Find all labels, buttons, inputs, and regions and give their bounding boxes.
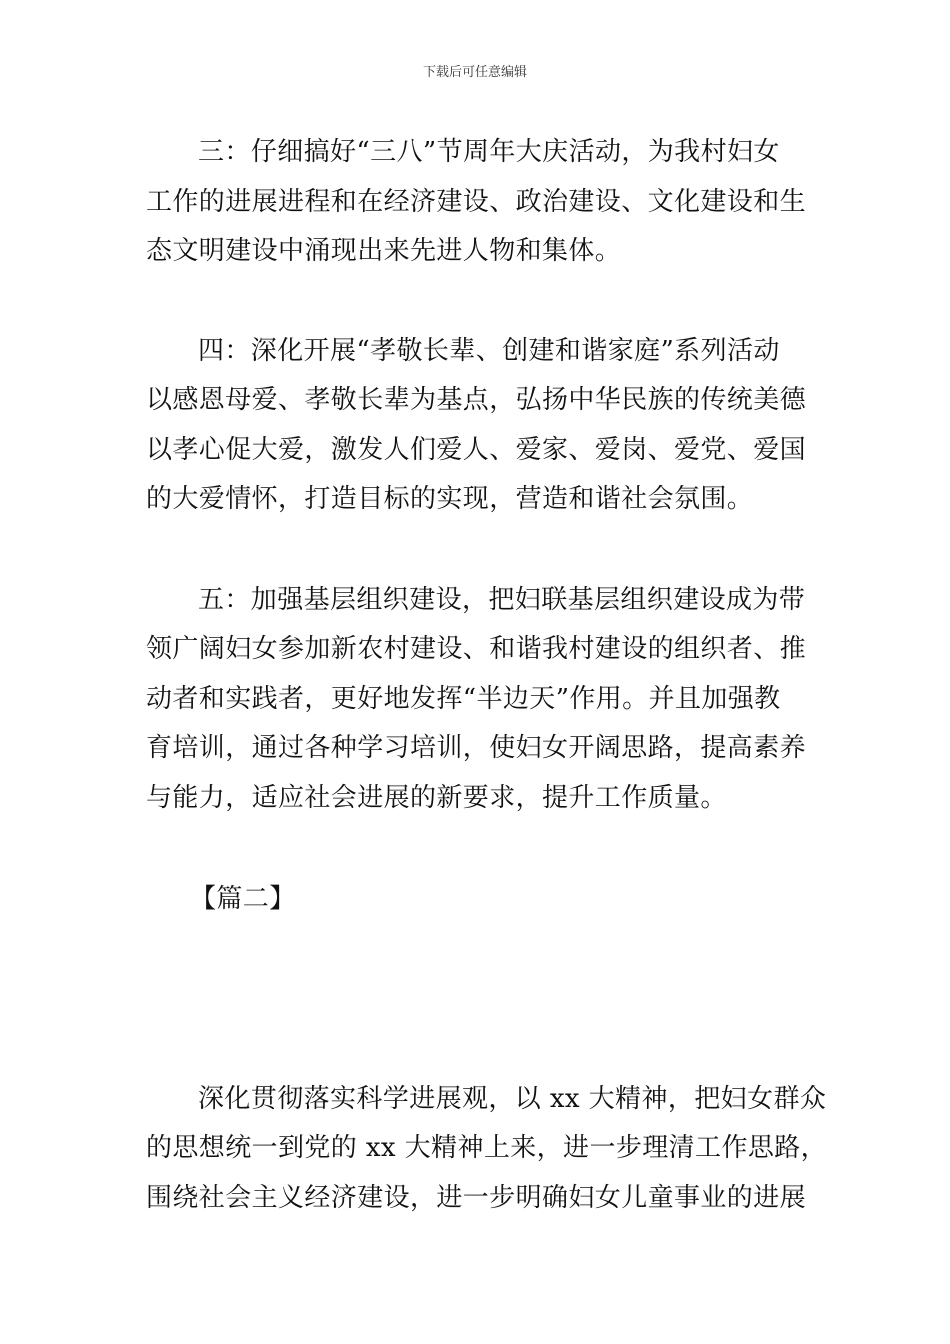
paragraph-spacer	[146, 525, 806, 576]
paragraph-line: 深化贯彻落实科学进展观，以 xx 大精神，把妇女群众	[198, 1083, 827, 1114]
paragraph-line: 与能力，适应社会进展的新要求，提升工作质量。	[146, 782, 727, 813]
paragraph-5	[146, 576, 806, 824]
paragraph-line: 态文明建设中涌现出来先进人物和集体。	[146, 236, 622, 266]
paragraph-line: 四：深化开展“孝敬长辈、创建和谐家庭”系列活动	[198, 335, 780, 366]
paragraph-spacer	[146, 823, 806, 875]
paragraph-line: 的大爱情怀，打造目标的实现，营造和谐社会氛围。	[146, 484, 754, 514]
paragraph-line: 围绕社会主义经济建设，进一步明确妇女儿童事业的进展	[146, 1182, 807, 1213]
paragraph-line: 育培训，通过各种学习培训，使妇女开阔思路，提高素养	[146, 733, 807, 763]
paragraph-4	[146, 327, 806, 525]
paragraph-line: 工作的进展进程和在经济建设、政治建设、文化建设和生	[146, 186, 807, 217]
section-title: 【篇二】	[190, 884, 296, 914]
paragraph-line: 以孝心促大爱，激发人们爱人、爱家、爱岗、爱党、爱国	[146, 434, 807, 465]
paragraph-line: 五：加强基层组织建设，把妇联基层组织建设成为带	[198, 584, 806, 615]
paragraph-line: 动者和实践者，更好地发挥“半边天”作用。并且加强教	[146, 683, 781, 714]
section-spacer	[146, 925, 806, 1075]
paragraph-3	[146, 128, 806, 277]
page-header: 下载后可任意编辑	[422, 65, 527, 80]
paragraph-spacer	[146, 277, 806, 327]
paragraph-line: 的思想统一到党的 xx 大精神上来，进一步理清工作思路，	[146, 1133, 828, 1163]
paragraph-line: 三：仔细搞好“三八”节周年大庆活动，为我村妇女	[198, 137, 780, 167]
paragraph-line: 以感恩母爱、孝敬长辈为基点，弘扬中华民族的传统美德	[146, 385, 807, 415]
paragraph-intro	[146, 1075, 828, 1224]
document-body	[146, 128, 828, 1223]
paragraph-line: 领广阔妇女参加新农村建设、和谐我村建设的组织者、推	[146, 634, 807, 664]
